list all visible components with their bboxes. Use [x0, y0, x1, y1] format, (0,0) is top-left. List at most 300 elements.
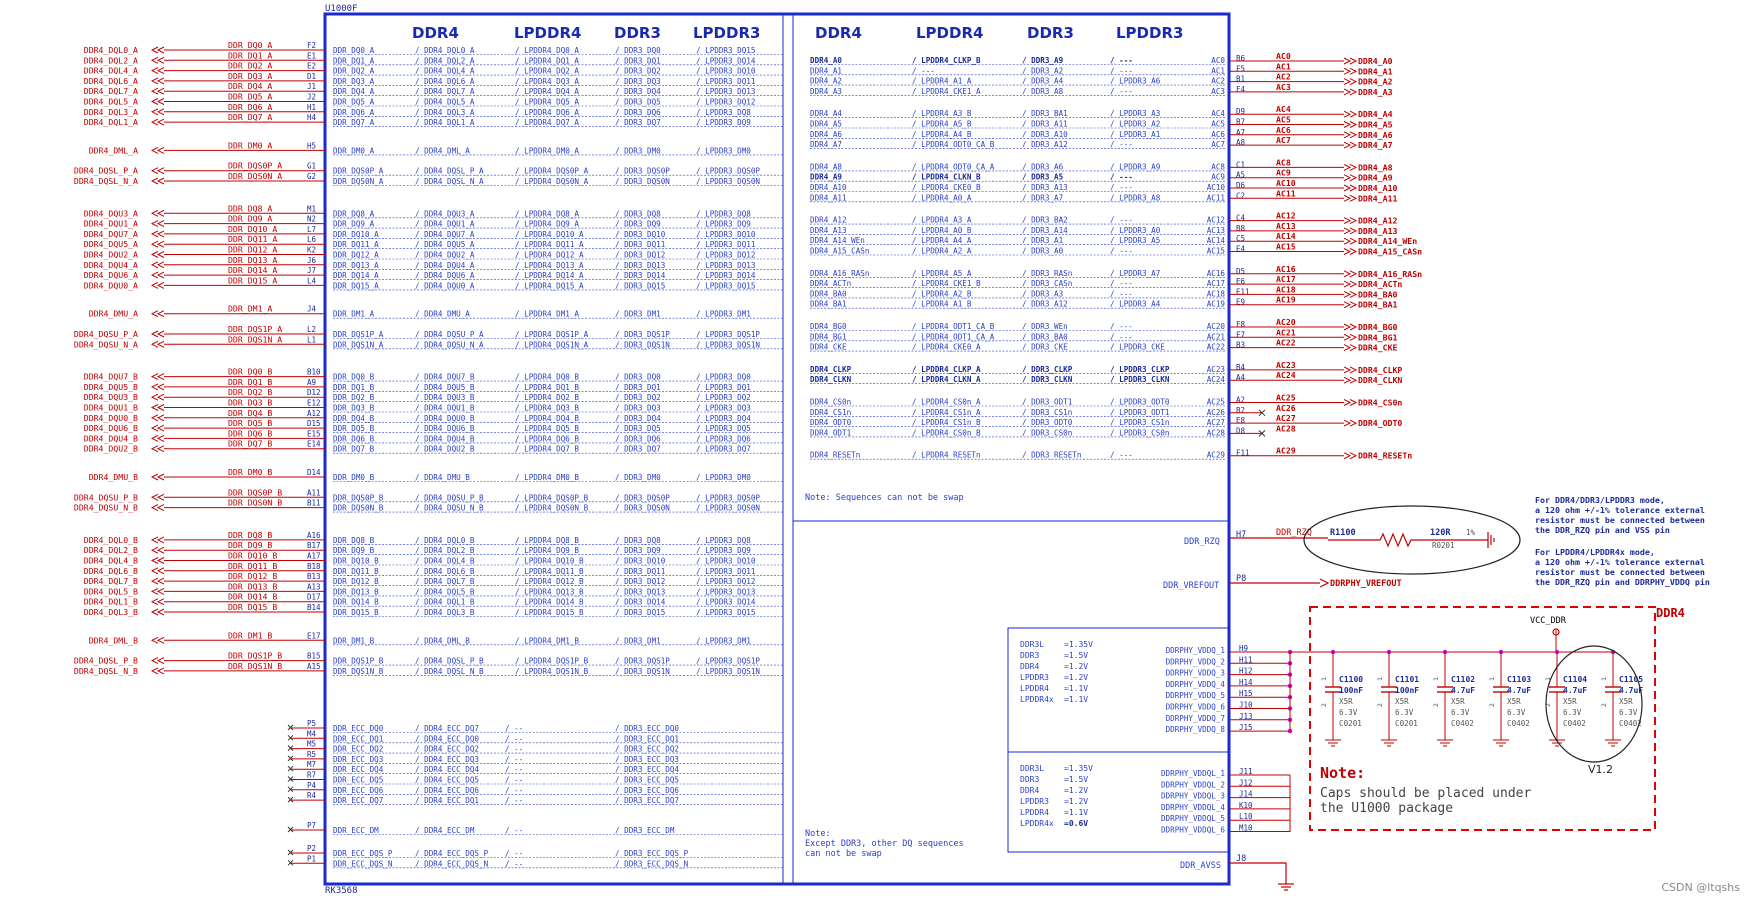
left-table-cell: / DDR4_DQL2_A: [415, 56, 475, 66]
right-table-cell: / LPDDR4_CLKN_B: [912, 172, 981, 182]
right-ac-label: AC12: [1206, 215, 1225, 225]
left-table-cell: DDR_DQ7_B: [333, 444, 375, 454]
left-net-label: DDR4_DQU6_B: [83, 423, 138, 434]
volt2-value: =1.35V: [1064, 764, 1093, 773]
left-table-cell: / DDR4_DQU5_B: [415, 382, 475, 392]
left-net-label: DDR4_DQSU_N_A: [73, 339, 138, 350]
vddql-ball: J11: [1239, 767, 1253, 776]
left-table-cell: / DDR3_DQS1P: [615, 330, 670, 339]
left-table-cell: DDR_DQ0_B: [333, 372, 375, 382]
ecc-cell: / --: [505, 775, 524, 785]
ecc-cell: DDR_ECC_DQ1: [333, 734, 384, 744]
left-table-cell: / LPDDR3_DQS1P: [696, 656, 761, 666]
right-table-cell: / DDR3_A12: [1022, 140, 1068, 150]
left-pin-net: DDR_DQS0P_A: [228, 160, 283, 171]
right-table-cell: / ---: [1110, 140, 1133, 150]
right-table-cell: / LPDDR4_CKE0_A: [912, 342, 981, 352]
right-table-cell: DDR4_A16_RASn: [810, 268, 870, 278]
connector-chevron-icon: [158, 658, 164, 664]
left-table-cell: / LPDDR3_DQ10: [696, 556, 756, 566]
right-ac-label: AC15: [1206, 246, 1225, 256]
right-signal-groups: [810, 51, 1422, 461]
connector-chevron-icon: [158, 231, 164, 237]
left-net-label: DDR4_DML_A: [88, 145, 138, 156]
left-table-cell: / DDR3_DQS1N: [615, 340, 670, 350]
right-ac-label: AC17: [1206, 279, 1225, 289]
left-table-cell: / DDR4_DQL7_B: [415, 577, 475, 587]
left-table-cell: / DDR3_DQ13: [615, 260, 666, 270]
cap-ref: C1102: [1451, 675, 1476, 684]
cap-pin-num: 2: [1488, 703, 1496, 707]
left-pin-net: DDR_DQ13_A: [228, 254, 278, 265]
left-table-cell: DDR_DQ12_A: [333, 250, 379, 260]
left-table-cell: / LPDDR4_DM0_A: [515, 146, 580, 156]
avss-ground-icon: [1278, 884, 1294, 890]
right-net-label: DDR4_A9: [1358, 172, 1393, 183]
left-ball: L6: [307, 235, 317, 245]
cap-note-title: Note:: [1320, 764, 1366, 782]
right-table-cell: / ---: [1110, 450, 1133, 460]
right-net-label: DDR4_ODT0: [1358, 418, 1403, 429]
volt2-name: LPDDR3: [1020, 797, 1049, 806]
left-table-cell: / DDR3_DQ15: [615, 608, 666, 617]
right-table-cell: / LPDDR3_A9: [1110, 162, 1161, 172]
right-net-label: DDR4_CLKP: [1358, 364, 1403, 375]
right-table-cell: / ---: [1110, 172, 1133, 182]
right-ac-net: AC13: [1276, 220, 1296, 231]
cap-pin-num: 2: [1320, 703, 1328, 707]
right-net-label: DDR4_A15_CASn: [1358, 246, 1423, 257]
left-table-cell: / DDR3_DQ12: [615, 577, 666, 587]
left-table-cell: / LPDDR4_DQ5_A: [515, 97, 580, 107]
vddq-ball: J13: [1239, 711, 1253, 721]
ecc-cell: DDR_ECC_DQ4: [333, 765, 384, 775]
right-ac-net: AC5: [1276, 114, 1291, 125]
left-ball: N2: [307, 214, 317, 224]
right-ac-net: AC9: [1276, 167, 1291, 178]
left-table-cell: / LPDDR4_DQ0_B: [515, 372, 580, 382]
left-table-cell: / LPDDR4_DQ9_A: [515, 219, 580, 229]
right-ball: F5: [1236, 64, 1246, 74]
left-table-cell: / DDR4_DQU4_B: [415, 434, 475, 444]
right-table-cell: / LPDDR4_A4_B: [912, 129, 972, 139]
left-table-cell: DDR_DM0_B: [333, 473, 375, 482]
right-ball: B7: [1236, 117, 1246, 127]
right-net-label: DDR4_BG1: [1358, 332, 1398, 343]
right-table-cell: DDR4_CLKN: [810, 375, 852, 385]
left-table-cell: DDR_DQ11_B: [333, 566, 379, 576]
left-ball: D14: [307, 468, 321, 477]
right-table-cell: DDR4_ODT1: [810, 428, 852, 438]
left-net-label: DDR4_DMU_A: [88, 308, 138, 319]
left-table-cell: DDR_DM1_B: [333, 636, 375, 646]
cap-dielectric: X5R: [1395, 697, 1409, 706]
right-net-label: DDR4_A6: [1358, 129, 1393, 140]
volt-name: LPDDR4: [1020, 684, 1049, 693]
ecc-cell: / --: [505, 785, 524, 795]
left-table-cell: / LPDDR3_DQ7: [696, 444, 751, 454]
right-ball: C4: [1236, 213, 1246, 223]
left-table-cell: / DDR4_DQL5_A: [415, 97, 475, 107]
ecc-cell: DDR_ECC_DQ2: [333, 744, 384, 754]
left-pin-net: DDR_DQS0N_A: [228, 171, 283, 181]
left-net-label: DDR4_DQU0_A: [83, 280, 138, 291]
left-table-cell: / DDR3_DQ11: [615, 240, 666, 250]
cap-value: 100nF: [1339, 686, 1364, 695]
left-pin-net: DDR_DQ6_B: [228, 428, 273, 439]
left-table-cell: / LPDDR4_DQ9_B: [515, 546, 580, 556]
left-ball: B15: [307, 651, 321, 661]
vddq-pin: DDRPHY_VDDQ_6: [1165, 702, 1225, 712]
ecc-dqs-cell: / DDR4_ECC_DQS_P: [415, 849, 489, 858]
left-net-label: DDR4_DQU2_A: [83, 249, 138, 260]
left-ball: A15: [307, 661, 321, 671]
left-ball: J2: [307, 92, 317, 102]
left-table-cell: / DDR4_DQU1_B: [415, 403, 475, 413]
volt-value: =1.35V: [1064, 640, 1093, 649]
left-ball: L7: [307, 224, 317, 234]
left-table-cell: / LPDDR4_DQ6_B: [515, 434, 580, 444]
left-table-cell: / DDR4_DQU3_A: [415, 209, 475, 219]
vddql-ball: J12: [1239, 778, 1253, 788]
right-ac-label: AC23: [1206, 364, 1225, 374]
connector-chevron-icon: [158, 505, 164, 511]
left-table-cell: / LPDDR3_DQ14: [696, 56, 756, 66]
right-ac-net: AC20: [1276, 317, 1296, 327]
left-ball: E2: [307, 61, 317, 71]
left-net-label: DDR4_DQSL_N_B: [73, 665, 138, 676]
left-table-cell: / DDR3_DQ4: [615, 87, 661, 97]
right-table-cell: / LPDDR3_CKE: [1110, 342, 1165, 352]
connector-chevron-icon: [1344, 79, 1350, 85]
left-pin-net: DDR_DQ9_A: [228, 213, 273, 224]
vddq-ball: H9: [1239, 644, 1249, 653]
left-ball: B17: [307, 541, 321, 551]
right-table-cell: / LPDDR3_CS0n: [1110, 428, 1170, 438]
left-net-label: DDR4_DQL6_A: [83, 75, 138, 86]
pin-ddr-avss: DDR_AVSS: [1180, 861, 1221, 871]
connector-chevron-icon: [158, 435, 164, 441]
ecc-cell: / DDR3_ECC_DQ6: [615, 785, 680, 795]
cap-ref: C1101: [1395, 675, 1420, 684]
rzq-note-line: resistor must be connected between: [1535, 515, 1705, 525]
right-table-cell: / DDR3_A0: [1022, 246, 1064, 256]
left-pin-net: DDR_DQ8_A: [228, 203, 273, 214]
connector-chevron-icon: [1344, 291, 1350, 297]
left-table-cell: / DDR3_DQ0: [615, 372, 661, 382]
left-table-cell: / LPDDR3_DQS1N: [696, 340, 761, 350]
volt2-name: LPDDR4: [1020, 808, 1049, 817]
left-pin-net: DDR_DQ1_A: [228, 50, 273, 61]
ecc-cell: / DDR4_ECC_DQ3: [415, 754, 480, 764]
ecc-cell: / DDR3_ECC_DQ5: [615, 775, 680, 785]
left-table-cell: / LPDDR3_DM0: [696, 473, 751, 482]
ecc-ball: M5: [307, 739, 317, 749]
vddq-ball: H11: [1239, 655, 1253, 665]
right-table-cell: / DDR3_WEn: [1022, 322, 1068, 331]
connector-chevron-icon: [1344, 89, 1350, 95]
left-table-cell: / LPDDR4_DQS1P_A: [515, 330, 589, 339]
ecc-cell: / DDR4_ECC_DQ1: [415, 796, 480, 806]
cap-voltage: 6.3V: [1339, 708, 1358, 717]
connector-chevron-icon: [1344, 58, 1350, 64]
right-ball: A7: [1236, 127, 1246, 137]
right-table-cell: DDR4_A8: [810, 162, 843, 172]
right-ac-label: AC14: [1206, 236, 1225, 246]
left-table-cell: / LPDDR4_DQS0P_B: [515, 493, 589, 503]
left-ball: J4: [307, 304, 317, 314]
right-ac-label: AC24: [1206, 375, 1225, 385]
connector-chevron-icon: [1344, 132, 1350, 138]
left-ball: H5: [307, 141, 317, 151]
right-ball: E8: [1236, 416, 1246, 426]
right-ac-label: AC11: [1206, 193, 1225, 203]
left-ball: E12: [307, 398, 321, 408]
right-table-cell: / ---: [1110, 279, 1133, 289]
right-table-cell: / DDR3_A2: [1022, 66, 1064, 76]
volt2-value: =1.1V: [1064, 808, 1089, 817]
left-pin-net: DDR_DQ13_B: [228, 581, 278, 592]
left-table-cell: / DDR4_DQL7_A: [415, 87, 475, 97]
connector-chevron-icon: [1344, 249, 1350, 255]
left-table-cell: / LPDDR3_DQ15: [696, 608, 756, 617]
left-table-cell: / DDR3_DQ0: [615, 46, 661, 55]
cap-value: 4.7uF: [1507, 686, 1532, 695]
left-table-cell: / LPDDR4_DQ3_B: [515, 403, 580, 413]
ecc-ball: R5: [307, 749, 317, 759]
volt-value: =1.1V: [1064, 684, 1089, 693]
left-table-cell: DDR_DQ14_B: [333, 597, 379, 607]
rzq-notes: [1535, 495, 1710, 587]
right-table-cell: / LPDDR3_CS1n: [1110, 418, 1170, 428]
left-table-cell: / LPDDR3_DM1: [696, 636, 751, 646]
left-table-cell: / DDR3_DQ14: [615, 271, 666, 281]
right-table-cell: DDR4_RESETn: [810, 450, 861, 460]
left-ball: H4: [307, 113, 317, 123]
right-ac-label: AC19: [1206, 299, 1225, 309]
right-ball: C1: [1236, 160, 1246, 170]
right-ball: C5: [1236, 234, 1246, 244]
resistor-symbol: [1372, 534, 1420, 546]
left-table-cell: / LPDDR4_DQ14_A: [515, 271, 584, 281]
rzq-note-line: resistor must be connected between: [1535, 567, 1705, 577]
connector-chevron-icon: [1344, 345, 1350, 351]
right-table-cell: / DDR3_A6: [1022, 162, 1064, 172]
left-net-label: DDR4_DQU2_B: [83, 443, 138, 454]
left-table-cell: DDR_DQ8_A: [333, 209, 375, 219]
header-lpddr4-right: LPDDR4: [916, 24, 984, 42]
connector-chevron-icon: [158, 57, 164, 63]
left-ball: B11: [307, 498, 321, 508]
left-table-cell: / DDR3_DQS0N: [615, 503, 670, 513]
left-pin-net: DDR_DQ4_B: [228, 407, 273, 418]
left-table-cell: / LPDDR3_DQ14: [696, 271, 756, 281]
left-net-label: DDR4_DQSU_P_B: [73, 492, 138, 503]
right-table-cell: / DDR3_A1: [1022, 236, 1064, 246]
right-net-label: DDR4_A4: [1358, 109, 1393, 120]
left-table-cell: / LPDDR4_DQ15_A: [515, 281, 584, 291]
connector-chevron-icon: [158, 415, 164, 421]
connector-chevron-icon: [158, 588, 164, 594]
left-ball: B10: [307, 367, 321, 377]
left-table-cell: DDR_DQ4_A: [333, 87, 375, 97]
cap-value: 100nF: [1395, 686, 1420, 695]
ground-icon: [1488, 532, 1494, 548]
right-ac-label: AC1: [1211, 66, 1225, 76]
net-ddr-rzq: DDR_RZQ: [1276, 528, 1312, 538]
left-table-cell: / DDR3_DQ9: [615, 546, 661, 556]
left-table-cell: / DDR4_DQU3_B: [415, 393, 475, 403]
right-net-label: DDR4_CLKN: [1358, 375, 1403, 386]
connector-chevron-icon: [1344, 142, 1350, 148]
ecc-cell: / --: [505, 796, 524, 806]
right-ac-label: AC13: [1206, 225, 1225, 235]
left-table-cell: DDR_DQS1P_B: [333, 656, 384, 666]
left-net-label: DDR4_DQU1_B: [83, 402, 138, 413]
right-ac-label: AC29: [1206, 450, 1225, 460]
left-ball: A17: [307, 551, 321, 561]
left-pin-net: DDR_DQ3_A: [228, 70, 273, 81]
connector-chevron-icon: [1344, 334, 1350, 340]
header-ddr4-left: DDR4: [412, 24, 459, 42]
right-ac-net: AC7: [1276, 135, 1291, 146]
connector-chevron-icon: [158, 384, 164, 390]
cap-package: C0201: [1395, 719, 1418, 728]
right-table-cell: / LPDDR4_A1_A: [912, 76, 972, 86]
right-table-cell: / ---: [912, 66, 935, 76]
cap-package: C0402: [1563, 719, 1586, 728]
right-ball: E6: [1236, 277, 1246, 287]
left-pin-net: DDR_DQ2_A: [228, 60, 273, 71]
right-net-label: DDR4_A0: [1358, 56, 1393, 66]
left-ball: G1: [307, 161, 317, 171]
volt2-name: DDR3: [1020, 775, 1040, 784]
left-table-cell: / LPDDR3_DQ8: [696, 535, 751, 545]
right-table-cell: / ---: [1110, 246, 1133, 256]
right-ac-net: AC26: [1276, 402, 1296, 413]
left-table-cell: / LPDDR4_DQ10_B: [515, 556, 584, 566]
right-table-cell: DDR4_A11: [810, 193, 847, 203]
right-ball: B1: [1236, 74, 1246, 84]
right-net-label: DDR4_A11: [1358, 193, 1398, 204]
vddql-pin: DDRPHY_VDDQL_4: [1160, 802, 1225, 812]
header-ddr3-left: DDR3: [614, 24, 661, 42]
right-table-cell: / LPDDR3_A4: [1110, 299, 1161, 309]
vddql-ball: L10: [1239, 812, 1253, 822]
left-table-cell: / DDR3_DQ11: [615, 566, 666, 576]
left-table-cell: / DDR4_DQL3_A: [415, 107, 475, 117]
right-table-cell: / DDR3_A10: [1022, 129, 1068, 139]
note-dq-1: Note:: [805, 829, 831, 839]
cap-voltage: 6.3V: [1395, 708, 1414, 717]
left-table-cell: / LPDDR3_DQ0: [696, 372, 751, 382]
left-ball: L1: [307, 335, 317, 345]
left-net-label: DDR4_DQL3_B: [83, 607, 138, 617]
left-table-cell: / DDR3_DQ14: [615, 597, 666, 607]
connector-chevron-icon: [1344, 218, 1350, 224]
left-table-cell: / LPDDR4_DQ7_B: [515, 444, 580, 454]
ecc-cell: / DDR4_ECC_DQ7: [415, 724, 480, 733]
right-table-cell: / DDR3_CKE: [1022, 342, 1068, 352]
connector-chevron-icon: [1344, 324, 1350, 330]
connector-chevron-icon: [1344, 175, 1350, 181]
cap-pin-num: 1: [1432, 677, 1440, 681]
connector-chevron-icon: [158, 221, 164, 227]
left-table-cell: / LPDDR3_DQ8: [696, 107, 751, 117]
right-net-label: DDR4_A8: [1358, 162, 1393, 173]
right-table-cell: / LPDDR3_A5: [1110, 236, 1161, 246]
resistor-pkg: R0201: [1432, 541, 1455, 550]
left-table-cell: / DDR4_DQL4_A: [415, 66, 475, 76]
right-table-cell: / DDR3_ODT1: [1022, 397, 1073, 407]
right-table-cell: / LPDDR3_ODT1: [1110, 407, 1170, 417]
left-table-cell: / LPDDR4_DQ1_B: [515, 382, 580, 392]
left-table-cell: / DDR3_DQS0P: [615, 166, 670, 176]
left-table-cell: / LPDDR3_DQ13: [696, 587, 756, 597]
cap-box-title: DDR4: [1656, 606, 1685, 620]
connector-chevron-icon: [1344, 281, 1350, 287]
left-table-cell: / LPDDR4_DQ14_B: [515, 597, 584, 607]
left-table-cell: / DDR4_DMU_B: [415, 473, 470, 482]
right-table-cell: / LPDDR4_A3_A: [912, 215, 972, 225]
right-ac-net: AC4: [1276, 104, 1291, 115]
right-ac-label: AC10: [1206, 183, 1225, 192]
left-table-cell: / LPDDR3_DQ12: [696, 97, 756, 107]
ecc-cell: DDR_ECC_DQ0: [333, 724, 384, 733]
cap-dielectric: X5R: [1339, 697, 1353, 706]
left-table-cell: DDR_DQ8_B: [333, 535, 375, 545]
connector-chevron-icon: [158, 252, 164, 258]
connector-chevron-icon: [158, 99, 164, 105]
right-table-cell: / LPDDR3_A7: [1110, 268, 1161, 278]
connector-chevron-icon: [1344, 400, 1350, 406]
left-net-label: DDR4_DQL7_B: [83, 576, 138, 587]
left-net-label: DDR4_DQU0_B: [83, 412, 138, 423]
left-pin-net: DDR_DQ9_B: [228, 540, 273, 551]
left-ball: E17: [307, 631, 321, 641]
connector-chevron-icon: [158, 68, 164, 74]
right-net-label: DDR4_BG0: [1358, 322, 1398, 332]
left-pin-net: DDR_DM0_A: [228, 140, 273, 151]
right-ac-label: AC8: [1211, 162, 1225, 172]
left-table-cell: / DDR4_DQSL_P_A: [415, 166, 484, 176]
left-table-cell: DDR_DQS1P_A: [333, 330, 384, 339]
connector-chevron-icon: [158, 374, 164, 380]
left-ball: E15: [307, 429, 321, 439]
right-table-cell: / LPDDR4_CS1n_A: [912, 407, 981, 417]
right-table-cell: / LPDDR4_CS0n_B: [912, 428, 981, 438]
cap-dielectric: X5R: [1507, 697, 1521, 706]
rzq-note-line: the DDR_RZQ pin and DDRPHY_VDDQ pin: [1535, 577, 1710, 587]
right-table-cell: / DDR3_A13: [1022, 183, 1068, 192]
right-table-cell: / LPDDR4_CS0n_A: [912, 397, 981, 407]
connector-chevron-icon: [158, 405, 164, 411]
right-table-cell: DDR4_A4: [810, 109, 843, 119]
left-table-cell: / DDR4_DQU6_B: [415, 424, 475, 434]
left-table-cell: / DDR4_DQU2_A: [415, 250, 475, 260]
right-ac-net: AC11: [1276, 188, 1296, 199]
left-table-cell: / LPDDR3_DQ9: [696, 118, 751, 128]
connector-chevron-icon: [1344, 122, 1350, 128]
resistor-value: 120R: [1430, 528, 1451, 538]
left-table-cell: DDR_DQ5_A: [333, 97, 375, 107]
right-ac-label: AC21: [1206, 332, 1225, 342]
left-table-cell: / LPDDR4_DQ12_A: [515, 250, 584, 260]
right-table-cell: / LPDDR4_A5_B: [912, 119, 972, 129]
left-table-cell: / DDR3_DQ6: [615, 434, 661, 444]
left-pin-net: DDR_DM1_B: [228, 630, 273, 641]
left-table-cell: / LPDDR4_DQ8_A: [515, 209, 580, 219]
